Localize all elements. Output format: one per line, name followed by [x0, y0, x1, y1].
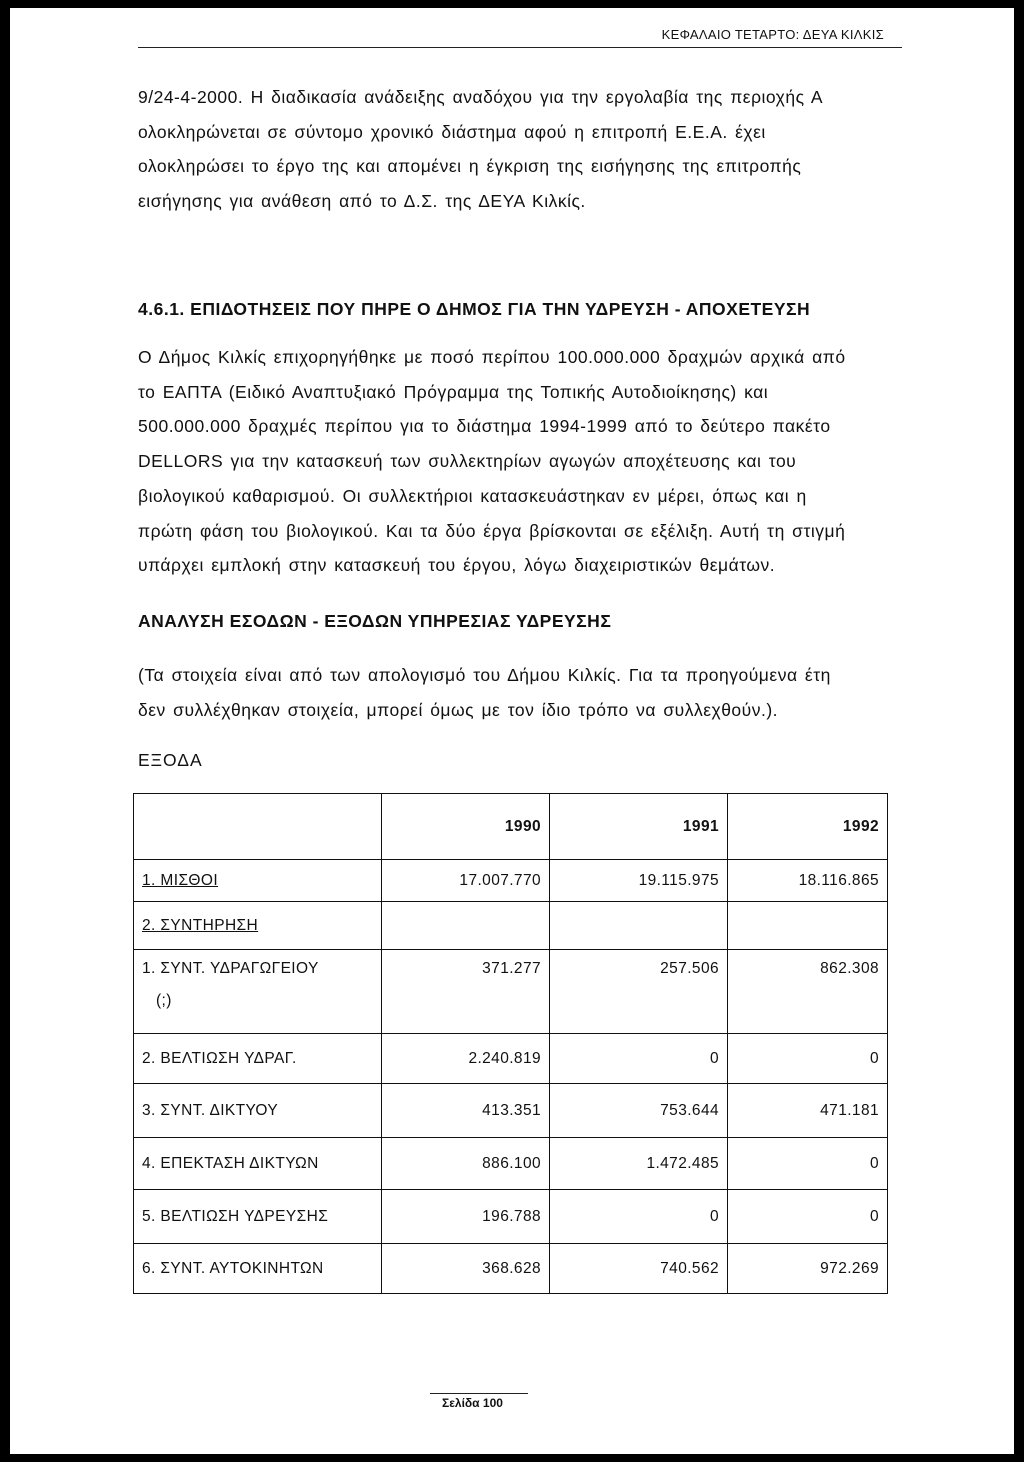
cell-value: 196.788: [382, 1190, 550, 1244]
table-row: [134, 1138, 888, 1190]
paragraph-line: Ο Δήμος Κιλκίς επιχορηγήθηκε με ποσό περίπου 100.000.000 δραχμών αρχικά από: [138, 347, 846, 367]
cell-value: 740.562: [550, 1244, 728, 1294]
header-empty-cell: [134, 794, 382, 860]
table-row: [134, 860, 888, 902]
row-label-cell: [134, 950, 382, 1034]
empty-cell: [728, 902, 888, 950]
year-header: 1990: [382, 794, 550, 860]
row-label: 2. ΒΕΛΤΙΩΣΗ ΥΔΡΑΓ.: [134, 1034, 382, 1084]
row-label: 5. ΒΕΛΤΙΩΣΗ ΥΔΡΕΥΣΗΣ: [134, 1190, 382, 1244]
table-row: [134, 1244, 888, 1294]
row-label: 1. ΣΥΝΤ. ΥΔΡΑΓΩΓΕΙΟΥ: [142, 960, 319, 977]
expenses-table: [133, 793, 888, 1294]
intro-line: εισήγησης για ανάθεση από το Δ.Σ. της ΔΕΥΑ Κιλκίς.: [138, 191, 586, 212]
intro-line: ολοκληρώνεται σε σύντομο χρονικό διάστημα αφού η επιτροπή Ε.Ε.Α. έχει: [138, 121, 766, 142]
cell-value: 862.308: [728, 950, 888, 1034]
paragraph-line: 500.000.000 δραχμές περίπου για το διάστημα 1994-1999 από το δεύτερο πακέτο: [138, 416, 831, 437]
row-sublabel: (;): [156, 992, 172, 1009]
row-label: 1. ΜΙΣΘΟΙ: [134, 860, 382, 902]
table-row: [134, 1034, 888, 1084]
table-row: [134, 902, 888, 950]
footer-rule: [430, 1393, 528, 1394]
year-header: 1992: [728, 794, 888, 860]
empty-cell: [550, 902, 728, 950]
empty-cell: [382, 902, 550, 950]
cell-value: 0: [550, 1034, 728, 1084]
paragraph-line: βιολογικού καθαρισμού. Οι συλλεκτήριοι κατασκευάστηκαν εν μέρει, όπως και η: [138, 485, 807, 506]
year-header: 1991: [550, 794, 728, 860]
cell-value: 0: [550, 1190, 728, 1244]
cell-value: 886.100: [382, 1138, 550, 1190]
paragraph-line: υπάρχει εμπλοκή στην κατασκευή του έργου, λόγω διαχειριστικών θεμάτων.: [138, 555, 776, 576]
cell-value: 18.116.865: [728, 860, 888, 902]
table-row: [134, 1190, 888, 1244]
row-label: 6. ΣΥΝΤ. ΑΥΤΟΚΙΝΗΤΩΝ: [134, 1244, 382, 1294]
cell-value: 368.628: [382, 1244, 550, 1294]
table-header-row: [134, 794, 888, 860]
cell-value: 0: [728, 1138, 888, 1190]
cell-value: 0: [728, 1190, 888, 1244]
cell-value: 0: [728, 1034, 888, 1084]
intro-paragraph: [138, 80, 898, 219]
table-row: [134, 1084, 888, 1138]
header-rule: [138, 47, 902, 48]
paragraph-line: πρώτη φάση του βιολογικού. Και τα δύο έργα βρίσκονται σε εξέλιξη. Αυτή τη στιγμή: [138, 520, 846, 541]
subsidies-paragraph: [138, 340, 898, 583]
page-number: Σελίδα 100: [442, 1396, 503, 1410]
paragraph-line: το ΕΑΠΤΑ (Ειδικό Αναπτυξιακό Πρόγραμμα της Τοπικής Αυτοδιοίκησης) και: [138, 381, 769, 402]
table-row: [134, 950, 888, 1034]
cell-value: 471.181: [728, 1084, 888, 1138]
expenses-title: ΕΞΟΔΑ: [138, 750, 203, 770]
intro-line: 9/24-4-2000. Η διαδικασία ανάδειξης αναδόχου για την εργολαβία της περιοχής Α: [138, 87, 824, 107]
cell-value: 413.351: [382, 1084, 550, 1138]
row-label: 2. ΣΥΝΤΗΡΗΣΗ: [134, 902, 382, 950]
cell-value: 1.472.485: [550, 1138, 728, 1190]
cell-value: 2.240.819: [382, 1034, 550, 1084]
cell-value: 19.115.975: [550, 860, 728, 902]
note-line: δεν συλλέχθηκαν στοιχεία, μπορεί όμως με τον ίδιο τρόπο να συλλεχθούν.).: [138, 699, 779, 720]
cell-value: 257.506: [550, 950, 728, 1034]
row-label: 3. ΣΥΝΤ. ΔΙΚΤΥΟΥ: [134, 1084, 382, 1138]
row-label: 4. ΕΠΕΚΤΑΣΗ ΔΙΚΤΥΩΝ: [134, 1138, 382, 1190]
document-page: [10, 8, 1014, 1454]
cell-value: 972.269: [728, 1244, 888, 1294]
chapter-header: ΚΕΦΑΛΑΙΟ ΤΕΤΑΡΤΟ: ΔΕΥΑ ΚΙΛΚΙΣ: [661, 27, 884, 42]
intro-line: ολοκληρώσει το έργο της και απομένει η έγκριση της εισήγησης της επιτροπής: [138, 156, 802, 177]
cell-value: 753.644: [550, 1084, 728, 1138]
cell-value: 17.007.770: [382, 860, 550, 902]
note-line: (Τα στοιχεία είναι από των απολογισμό του Δήμου Κιλκίς. Για τα προηγούμενα έτη: [138, 665, 831, 685]
paragraph-line: DELLORS για την κατασκευή των συλλεκτηρίων αγωγών αποχέτευσης και του: [138, 451, 797, 472]
analysis-note: [138, 658, 898, 727]
section-title: 4.6.1. ΕΠΙΔΟΤΗΣΕΙΣ ΠΟΥ ΠΗΡΕ Ο ΔΗΜΟΣ ΓΙΑ ΤΗΝ ΥΔΡΕΥΣΗ - ΑΠΟΧΕΤΕΥΣΗ: [138, 299, 811, 319]
cell-value: 371.277: [382, 950, 550, 1034]
analysis-title: ΑΝΑΛΥΣΗ ΕΣΟΔΩΝ - ΕΞΟΔΩΝ ΥΠΗΡΕΣΙΑΣ ΥΔΡΕΥΣΗΣ: [138, 611, 612, 631]
